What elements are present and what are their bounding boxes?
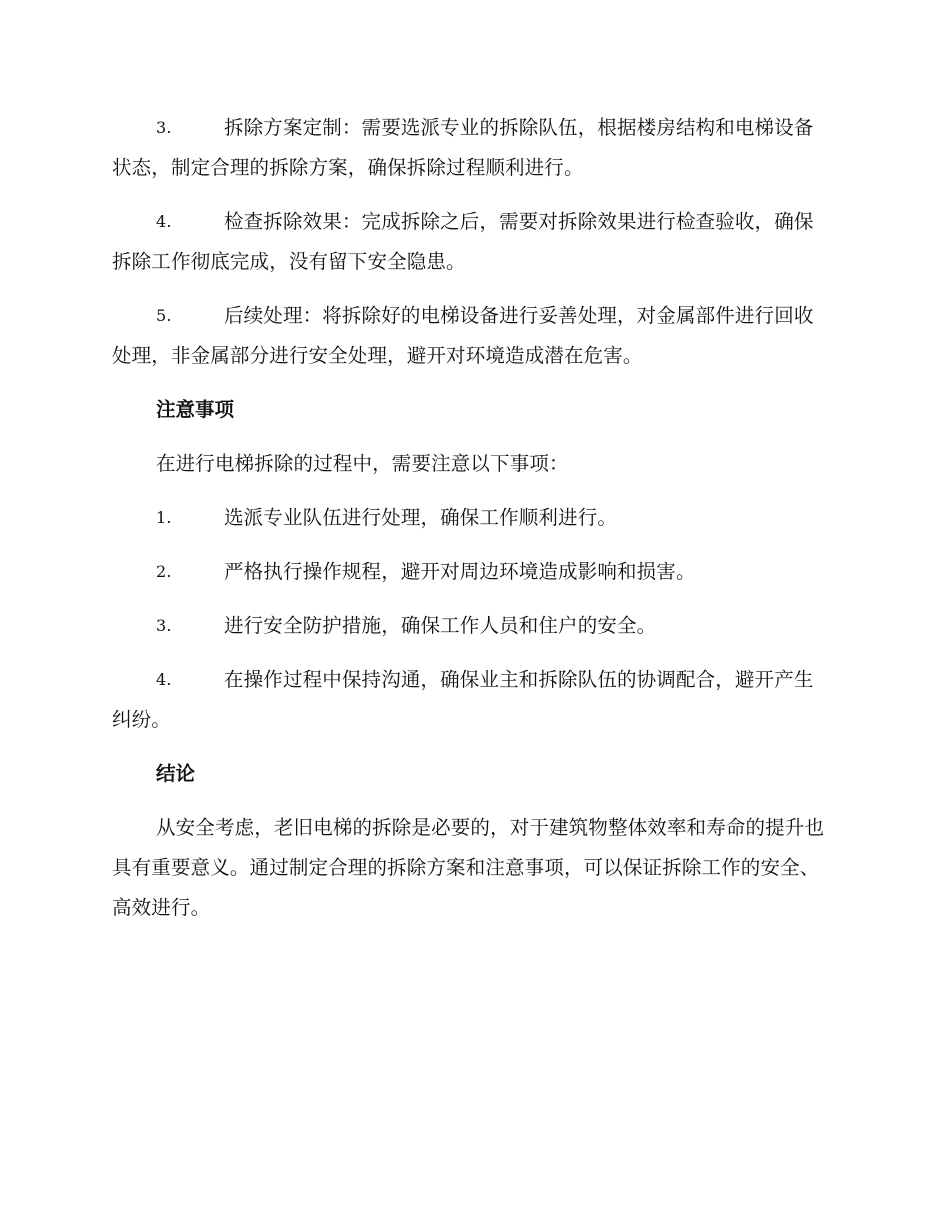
precaution-item-4 [112, 660, 832, 740]
list-number: 3. [156, 118, 172, 137]
list-number: 4. [156, 670, 172, 689]
precaution-item-3 [112, 606, 832, 646]
list-text: 严格执行操作规程，避开对周边环境造成影响和损害。 [224, 560, 696, 583]
list-text: 检查拆除效果：完成拆除之后，需要对拆除效果进行检查验收，确保拆除工作彻底完成，没有留下安全隐患。 [112, 210, 814, 273]
list-text: 进行安全防护措施，确保工作人员和住户的安全。 [224, 614, 657, 637]
list-number: 3. [156, 616, 172, 635]
precaution-item-2 [112, 552, 832, 592]
list-number: 2. [156, 562, 172, 581]
document-content [112, 108, 832, 928]
list-number: 1. [156, 508, 172, 527]
list-number: 5. [156, 306, 172, 325]
list-text: 拆除方案定制：需要选派专业的拆除队伍，根据楼房结构和电梯设备状态，制定合理的拆除方案，确保拆除过程顺利进行。 [112, 116, 814, 179]
conclusion-text: 从安全考虑，老旧电梯的拆除是必要的，对于建筑物整体效率和寿命的提升也具有重要意义。通过制定合理的拆除方案和注意事项，可以保证拆除工作的安全、高效进行。 [112, 816, 825, 919]
precaution-item-1 [112, 498, 832, 538]
removal-step-5 [112, 296, 832, 376]
list-text: 后续处理：将拆除好的电梯设备进行妥善处理，对金属部件进行回收处理，非金属部分进行安全处理，避开对环境造成潜在危害。 [112, 304, 814, 367]
list-text: 选派专业队伍进行处理，确保工作顺利进行。 [224, 506, 618, 529]
removal-step-3 [112, 108, 832, 188]
removal-step-4 [112, 202, 832, 282]
list-number: 4. [156, 212, 172, 231]
precautions-intro: 在进行电梯拆除的过程中，需要注意以下事项： [156, 452, 569, 475]
list-text: 在操作过程中保持沟通，确保业主和拆除队伍的协调配合，避开产生纠纷。 [112, 668, 814, 731]
precautions-heading: 注意事项 [156, 398, 235, 421]
conclusion-heading: 结论 [156, 762, 196, 785]
